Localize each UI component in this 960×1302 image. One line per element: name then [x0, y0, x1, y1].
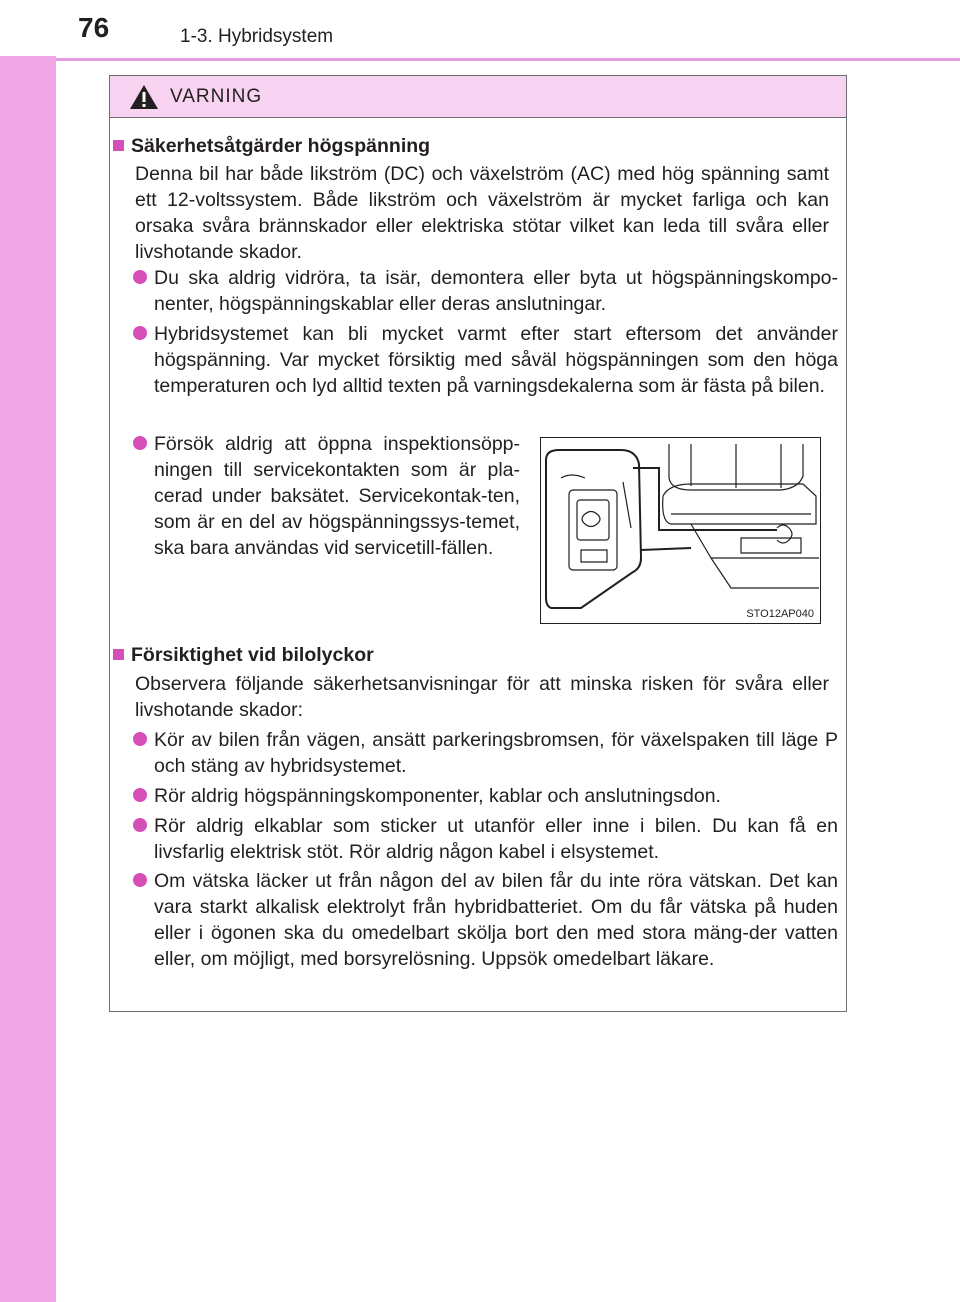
list-item: Rör aldrig högspänningskomponenter, kablar och anslutningsdon.: [154, 783, 838, 809]
round-bullet-icon: [133, 732, 147, 746]
section-title: 1-3. Hybridsystem: [180, 26, 334, 47]
header-band: [0, 0, 960, 56]
header-rule: [56, 58, 960, 61]
list-item: Rör aldrig elkablar som sticker ut utanför eller inne i bilen. Du kan få en livsfarlig elektrisk stöt. Rör aldrig någon kabel i elsystemet.: [154, 813, 838, 865]
round-bullet-icon: [133, 326, 147, 340]
warning-triangle-icon: [129, 84, 159, 110]
figure-label: STO12AP040: [746, 608, 814, 620]
round-bullet-icon: [133, 436, 147, 450]
list-item: Hybridsystemet kan bli mycket varmt efter start eftersom det använder högspänning. Var mycket försiktig med såväl högspänningen som den höga temperaturen och lyd alltid texten på varningsdekalerna som är fästa på bilen.: [154, 321, 838, 399]
round-bullet-icon: [133, 873, 147, 887]
list-item: Försök aldrig att öppna inspektionsöpp-ningen till servicekontakten som är pla-cerad under baksätet. Servicekontak-ten, som är en del av högspänningssys-temet, ska bara användas vid servicetill-fällen.: [154, 431, 520, 561]
warning-label: VARNING: [170, 86, 263, 107]
section-intro: Denna bil har både likström (DC) och växelström (AC) med hög spänning samt ett 12-voltssystem. Både likström och växelström är mycket farliga och kan orsaka svåra brännskador eller elektriska stötar vilket kan leda till svåra eller livshotande skador.: [135, 163, 829, 263]
square-bullet-icon: [113, 140, 124, 151]
section-heading-text: Säkerhetsåtgärder högspänning: [131, 135, 431, 157]
list-item: Du ska aldrig vidröra, ta isär, demontera eller byta ut högspänningskompo-nenter, högspänningskablar eller deras anslutningar.: [154, 265, 838, 317]
square-bullet-icon: [113, 649, 124, 660]
service-plug-illustration: [540, 437, 821, 624]
side-tab-band: [0, 0, 56, 1302]
page-number: 76: [0, 0, 110, 56]
round-bullet-icon: [133, 270, 147, 284]
list-item: Kör av bilen från vägen, ansätt parkeringsbromsen, för växelspaken till läge P och stäng av hybridsystemet.: [154, 727, 838, 779]
section-heading-text: Försiktighet vid bilolyckor: [131, 644, 374, 666]
section-heading-high-voltage: [113, 135, 430, 158]
list-item: Om vätska läcker ut från någon del av bilen får du inte röra vätskan. Det kan vara starkt alkalisk elektrolyt från hybridbatteriet. Om du får vätska på huden eller i ögonen ska du omedelbart skölja bort den med stora mäng-der vatten eller, om möjligt, med borsyrelösning. Uppsök omedelbart läkare.: [154, 868, 838, 972]
warning-header: [110, 76, 846, 118]
round-bullet-icon: [133, 788, 147, 802]
round-bullet-icon: [133, 818, 147, 832]
section-heading-accident: [113, 644, 374, 667]
rear-seat-diagram-icon: [541, 438, 819, 622]
section-intro: Observera följande säkerhetsanvisningar för att minska risken för svåra eller livshotande skador:: [135, 673, 829, 721]
